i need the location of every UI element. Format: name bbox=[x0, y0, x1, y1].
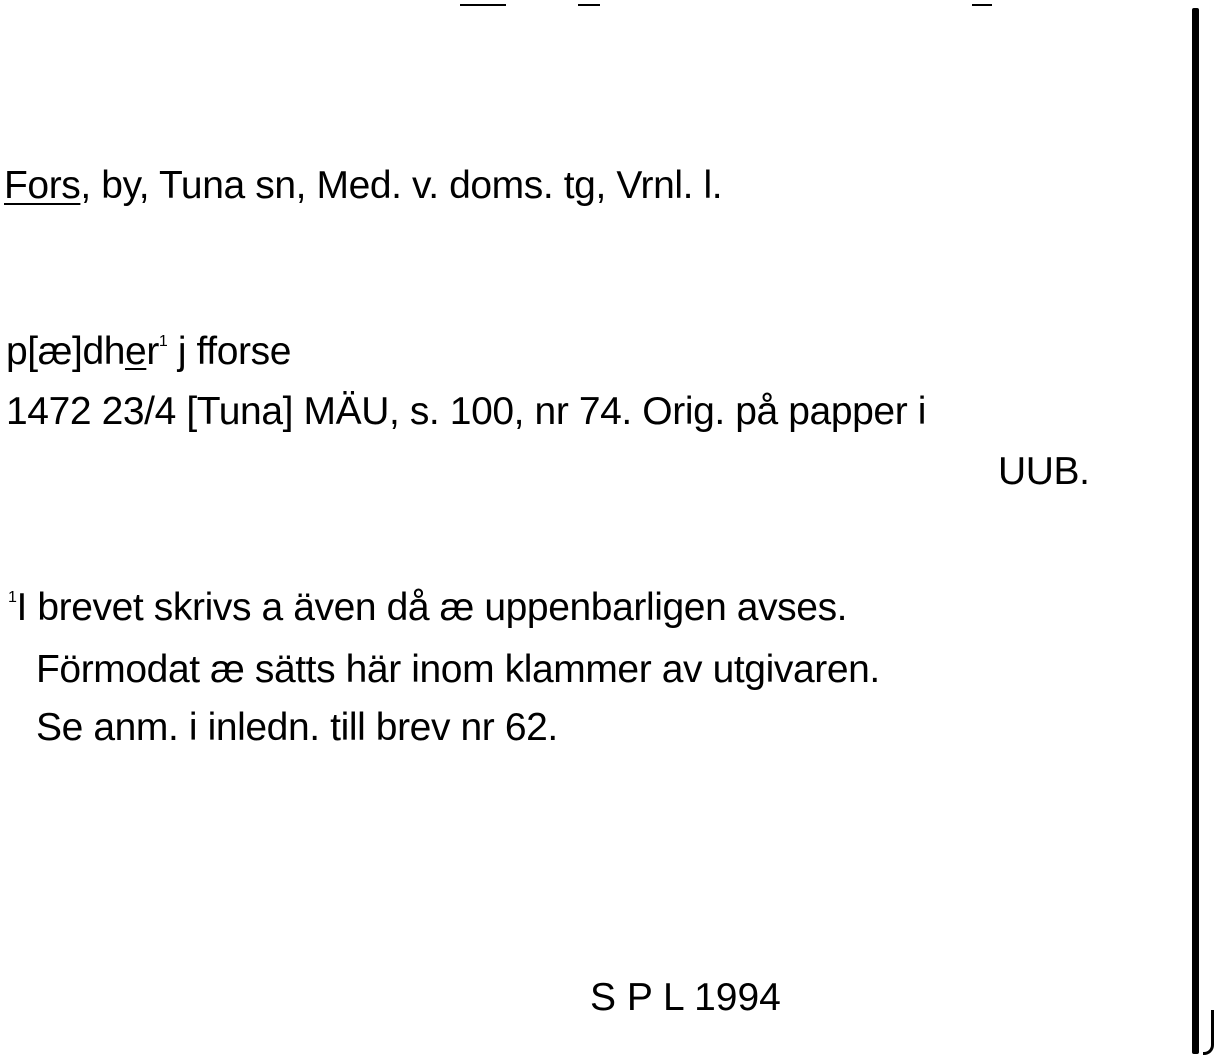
name-form-rest: j fforse bbox=[167, 330, 291, 373]
footnote-line-2: Förmodat æ sätts här inom klammer av utgivaren. bbox=[36, 648, 880, 691]
footnote-reference: 1 bbox=[158, 333, 168, 350]
footnote-line-1 bbox=[8, 588, 847, 627]
source-line-1: 1472 23/4 [Tuna] MÄU, s. 100, nr 74. Orig. på papper i bbox=[6, 390, 926, 433]
card-edge-curl bbox=[1203, 1010, 1214, 1055]
card-heading bbox=[4, 166, 722, 205]
name-form-underlined-letter: e bbox=[125, 330, 147, 373]
source-line-2: UUB. bbox=[998, 450, 1090, 493]
name-form-prefix: p[æ]dh bbox=[6, 330, 126, 373]
name-form bbox=[6, 332, 291, 371]
signature: S P L 1994 bbox=[590, 976, 781, 1019]
footnote-line-3: Se anm. i inledn. till brev nr 62. bbox=[36, 706, 558, 749]
footnote-mark: 1 bbox=[8, 589, 17, 606]
name-form-suffix: r bbox=[146, 330, 159, 373]
place-name: Fors bbox=[4, 164, 81, 207]
scan-speck bbox=[460, 4, 506, 6]
scan-speck bbox=[972, 4, 992, 6]
heading-details: , by, Tuna sn, Med. v. doms. tg, Vrnl. l. bbox=[80, 164, 723, 207]
footnote-text-1: I brevet skrivs a även då æ uppenbarligen avses. bbox=[16, 586, 848, 629]
scan-speck bbox=[578, 4, 600, 6]
card-edge-line bbox=[1192, 8, 1199, 1054]
